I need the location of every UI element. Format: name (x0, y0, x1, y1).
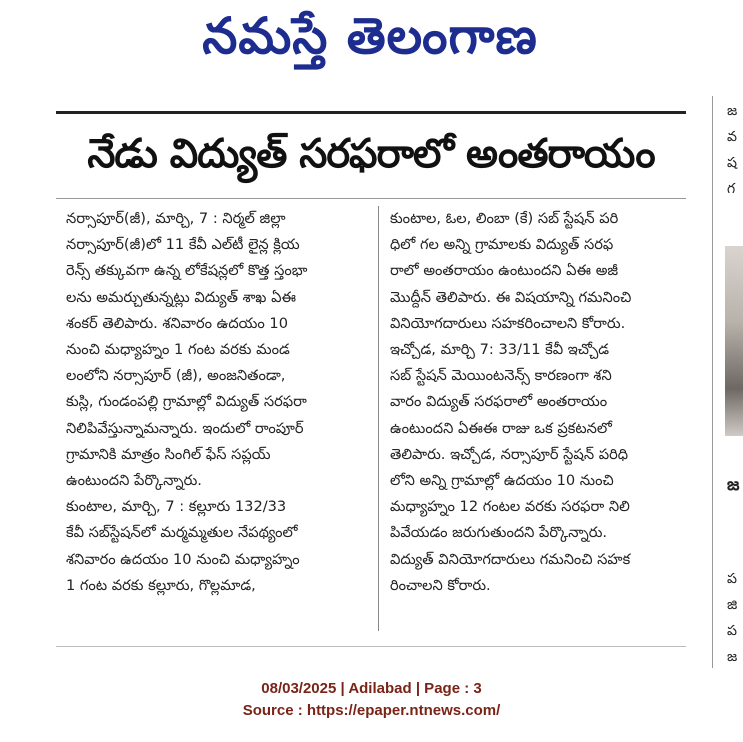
text-line: కుంటాల, ఓల, లింబా (కే) సబ్ స్టేషన్ పరి (390, 210, 619, 227)
side-text-fragment: ప (727, 623, 737, 639)
side-text-fragment: జి (727, 597, 738, 613)
text-line: లోని అన్ని గ్రామాల్లో ఉదయం 10 నుంచి (390, 472, 614, 490)
headline-rule (56, 198, 686, 199)
article-bottom-rule (56, 646, 686, 647)
article-column-right (390, 206, 696, 599)
text-line: కేవీ సబ్‌స్టేషన్‌లో మర్మమ్మతుల నేపథ్యంలో (66, 524, 298, 542)
text-line: రించాలని కోరారు. (390, 576, 491, 594)
text-line: నుంచి మధ్యాహ్నం 1 గంట వరకు మండ (66, 341, 290, 359)
text-line: నర్సాపూర్(జీ)లో 11 కేవీ ఎల్‌టీ లైన్ల క్లియ (66, 236, 300, 254)
text-line: శంకర్ తెలిపారు. శనివారం ఉదయం 10 (66, 314, 288, 332)
text-line: వారం విద్యుత్ సరఫరాలో అంతరాయం (390, 393, 608, 411)
text-line: కుస్లి, గుండంపల్లి గ్రామాల్లో విద్యుత్ సరఫరా (66, 393, 307, 411)
text-line: ఉంటుందని ఏఈఈ రాజు ఒక ప్రకటనలో (390, 419, 612, 437)
side-photo (725, 246, 743, 436)
article-paragraph (66, 206, 372, 494)
newspaper-masthead: నమస్తే తెలంగాణ (202, 6, 538, 65)
footer-source-line: Source : https://epaper.ntnews.com/ (242, 702, 501, 719)
article-column-left (66, 206, 372, 599)
text-line: శనివారం ఉదయం 10 నుంచి మధ్యాహ్నం (66, 550, 300, 568)
side-text-fragment: జ (727, 103, 738, 119)
text-line: పివేయడం జరుగుతుందని పేర్కొన్నారు. (390, 524, 608, 542)
text-line: నర్సాపూర్(జీ), మార్చి, 7 : నిర్మల్ జిల్లా (66, 210, 286, 227)
masthead-rule (56, 111, 686, 114)
text-line: నిలిపివేస్తున్నామన్నారు. ఇందులో రాంపూర్ (66, 419, 304, 437)
text-line: మధ్యాహ్నం 12 గంటల వరకు సరఫరా నిలి (390, 498, 630, 516)
side-text-fragment: జ (727, 649, 738, 665)
adjacent-article-strip (712, 96, 743, 668)
text-line: తెలిపారు. ఇచ్చోడ, నర్సాపూర్ స్టేషన్ పరిధి (390, 445, 629, 463)
text-line: వినియోగదారులు సహకరించాలని కోరారు. (390, 314, 626, 332)
side-text-fragment: జ (727, 475, 740, 495)
text-line: రాలో అంతరాయం ఉంటుందని ఏఈ అజీ (390, 262, 619, 280)
article-paragraph (390, 206, 696, 337)
article-paragraph (390, 337, 696, 599)
text-line: మొద్దీన్ తెలిపారు. ఈ విషయాన్ని గమనించి (390, 288, 632, 306)
text-line: రెన్స్ తక్కువగా ఉన్న లోకేషన్లలో కొత్త స్తంభా (66, 262, 308, 280)
side-text-fragment: ప (727, 571, 737, 587)
text-line: సబ్ స్టేషన్ మెయింటనెన్స్ కారణంగా శని (390, 367, 612, 385)
text-line: లంలోని నర్సాపూర్ (జీ), అంజనితండా, (66, 367, 286, 385)
text-line: 1 గంట వరకు కల్లూరు, గొల్లమాడ, (66, 576, 256, 594)
text-line: లను అమర్చుతున్నట్లు విద్యుత్ శాఖ ఏఈ (66, 288, 296, 306)
text-line: ధిలో గల అన్ని గ్రామాలకు విద్యుత్ సరఫ (390, 236, 614, 254)
article-paragraph (66, 494, 372, 599)
text-line: ఇచ్చోడ, మార్చి 7: 33/11 కేవీ ఇచ్చోడ (390, 341, 610, 359)
text-line: ఉంటుందని పేర్కొన్నారు. (66, 472, 202, 490)
side-text-fragment: గ (727, 181, 736, 197)
column-divider (378, 206, 379, 631)
article-headline: నేడు విద్యుత్ సరఫరాలో అంతరాయం (87, 131, 655, 177)
text-line: విద్యుత్ వినియోగదారులు గమనించి సహక (390, 550, 631, 568)
page-footer (0, 678, 743, 722)
side-text-fragment: ష (727, 155, 737, 171)
side-text-fragment: వ (727, 129, 737, 145)
text-line: కుంటాల, మార్చి, 7 : కల్లూరు 132/33 (66, 498, 287, 516)
footer-date-line: 08/03/2025 | Adilabad | Page : 3 (261, 680, 482, 697)
text-line: గ్రామానికి మాత్రం సింగిల్ ఫేస్ సప్లయ్ (66, 445, 271, 463)
